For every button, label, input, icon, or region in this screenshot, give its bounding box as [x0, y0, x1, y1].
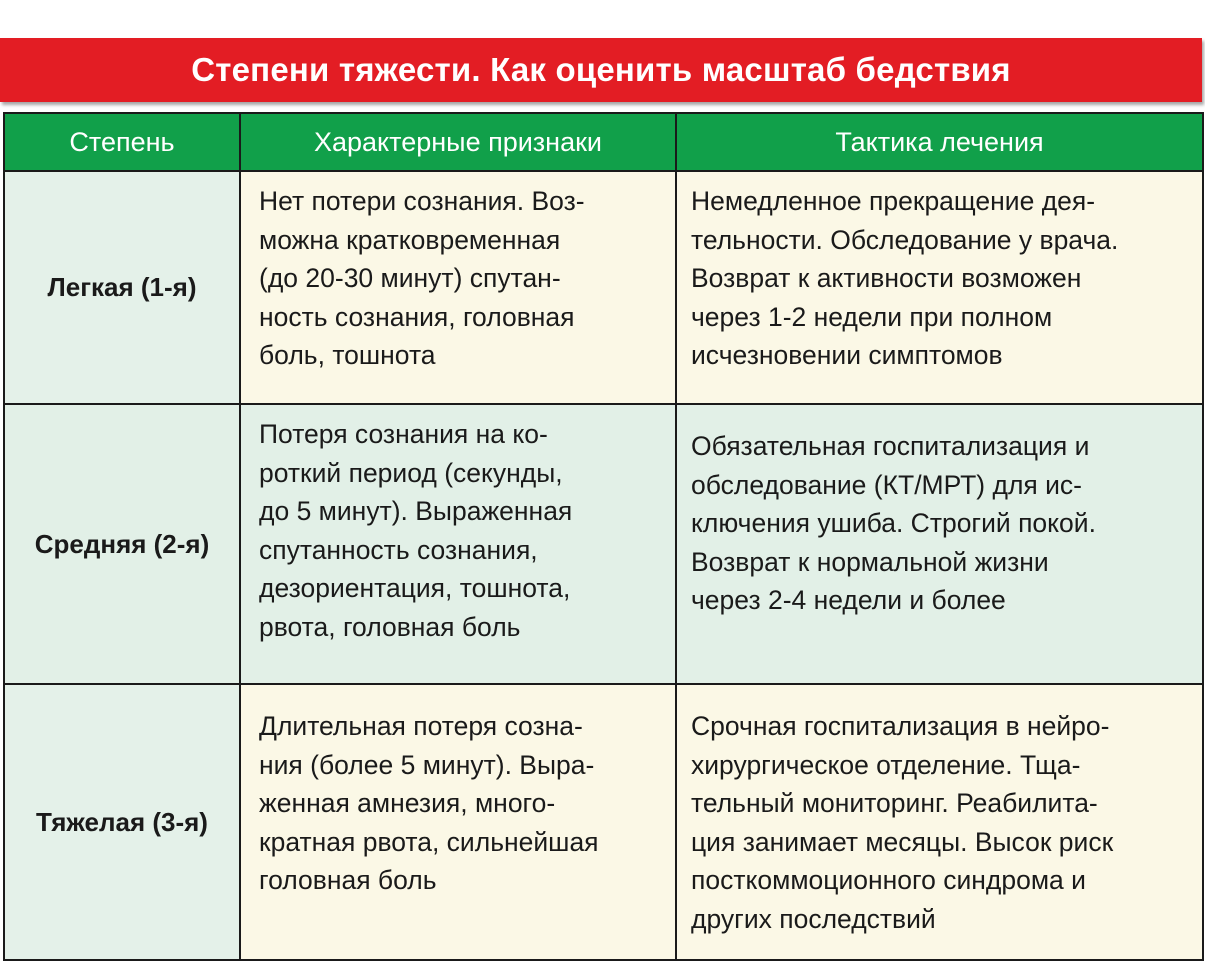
symptoms-text: Нет потери сознания. Воз- можна кратковременная (до 20-30 минут) спутан- ность сознания, головная боль, тошнота [259, 186, 585, 370]
page-title: Степени тяжести. Как оценить масштаб бедствия [191, 51, 1011, 88]
tactics-cell [676, 404, 1203, 684]
symptoms-cell [240, 171, 676, 404]
tactics-cell [676, 684, 1203, 960]
degree-label: Легкая (1-я) [47, 272, 197, 302]
column-header-symptoms: Характерные признаки [240, 113, 676, 171]
degree-cell [4, 404, 240, 684]
title-banner [0, 38, 1202, 102]
tactics-cell [676, 171, 1203, 404]
tactics-text: Немедленное прекращение дея- тельности. Обследование у врача. Возврат к активности возможен через 1-2 недели при полном исчезновении симптомов [691, 186, 1119, 370]
column-header-tactics: Тактика лечения [676, 113, 1203, 171]
symptoms-text: Длительная потеря созна- ния (более 5 минут). Выра- женная амнезия, много- кратная рвота, сильнейшая головная боль [259, 711, 599, 895]
degree-cell [4, 684, 240, 960]
table-row [4, 684, 1203, 960]
table-row [4, 404, 1203, 684]
degree-label: Средняя (2-я) [34, 528, 210, 559]
degree-cell [4, 171, 240, 404]
symptoms-cell [240, 684, 676, 960]
severity-table [3, 112, 1204, 961]
column-header-degree: Степень [4, 113, 240, 171]
table-header-row [4, 113, 1203, 171]
table-row [4, 171, 1203, 404]
symptoms-text: Потеря сознания на ко- роткий период (секунды, до 5 минут). Выраженная спутанность сознания, дезориентация, тошнота, рвота, головная боль [259, 419, 573, 642]
tactics-text: Обязательная госпитализация и обследование (КТ/МРТ) для ис- ключения ушиба. Строгий покой. Возврат к нормальной жизни через 2-4 недели и более [691, 431, 1096, 615]
degree-label: Тяжелая (3-я) [36, 806, 208, 837]
tactics-text: Срочная госпитализация в нейро- хирургическое отделение. Тща- тельный мониторинг. Реабилита- ция занимает месяцы. Высок риск посткоммоционного синдрома и других последствий [691, 711, 1114, 934]
symptoms-cell [240, 404, 676, 684]
